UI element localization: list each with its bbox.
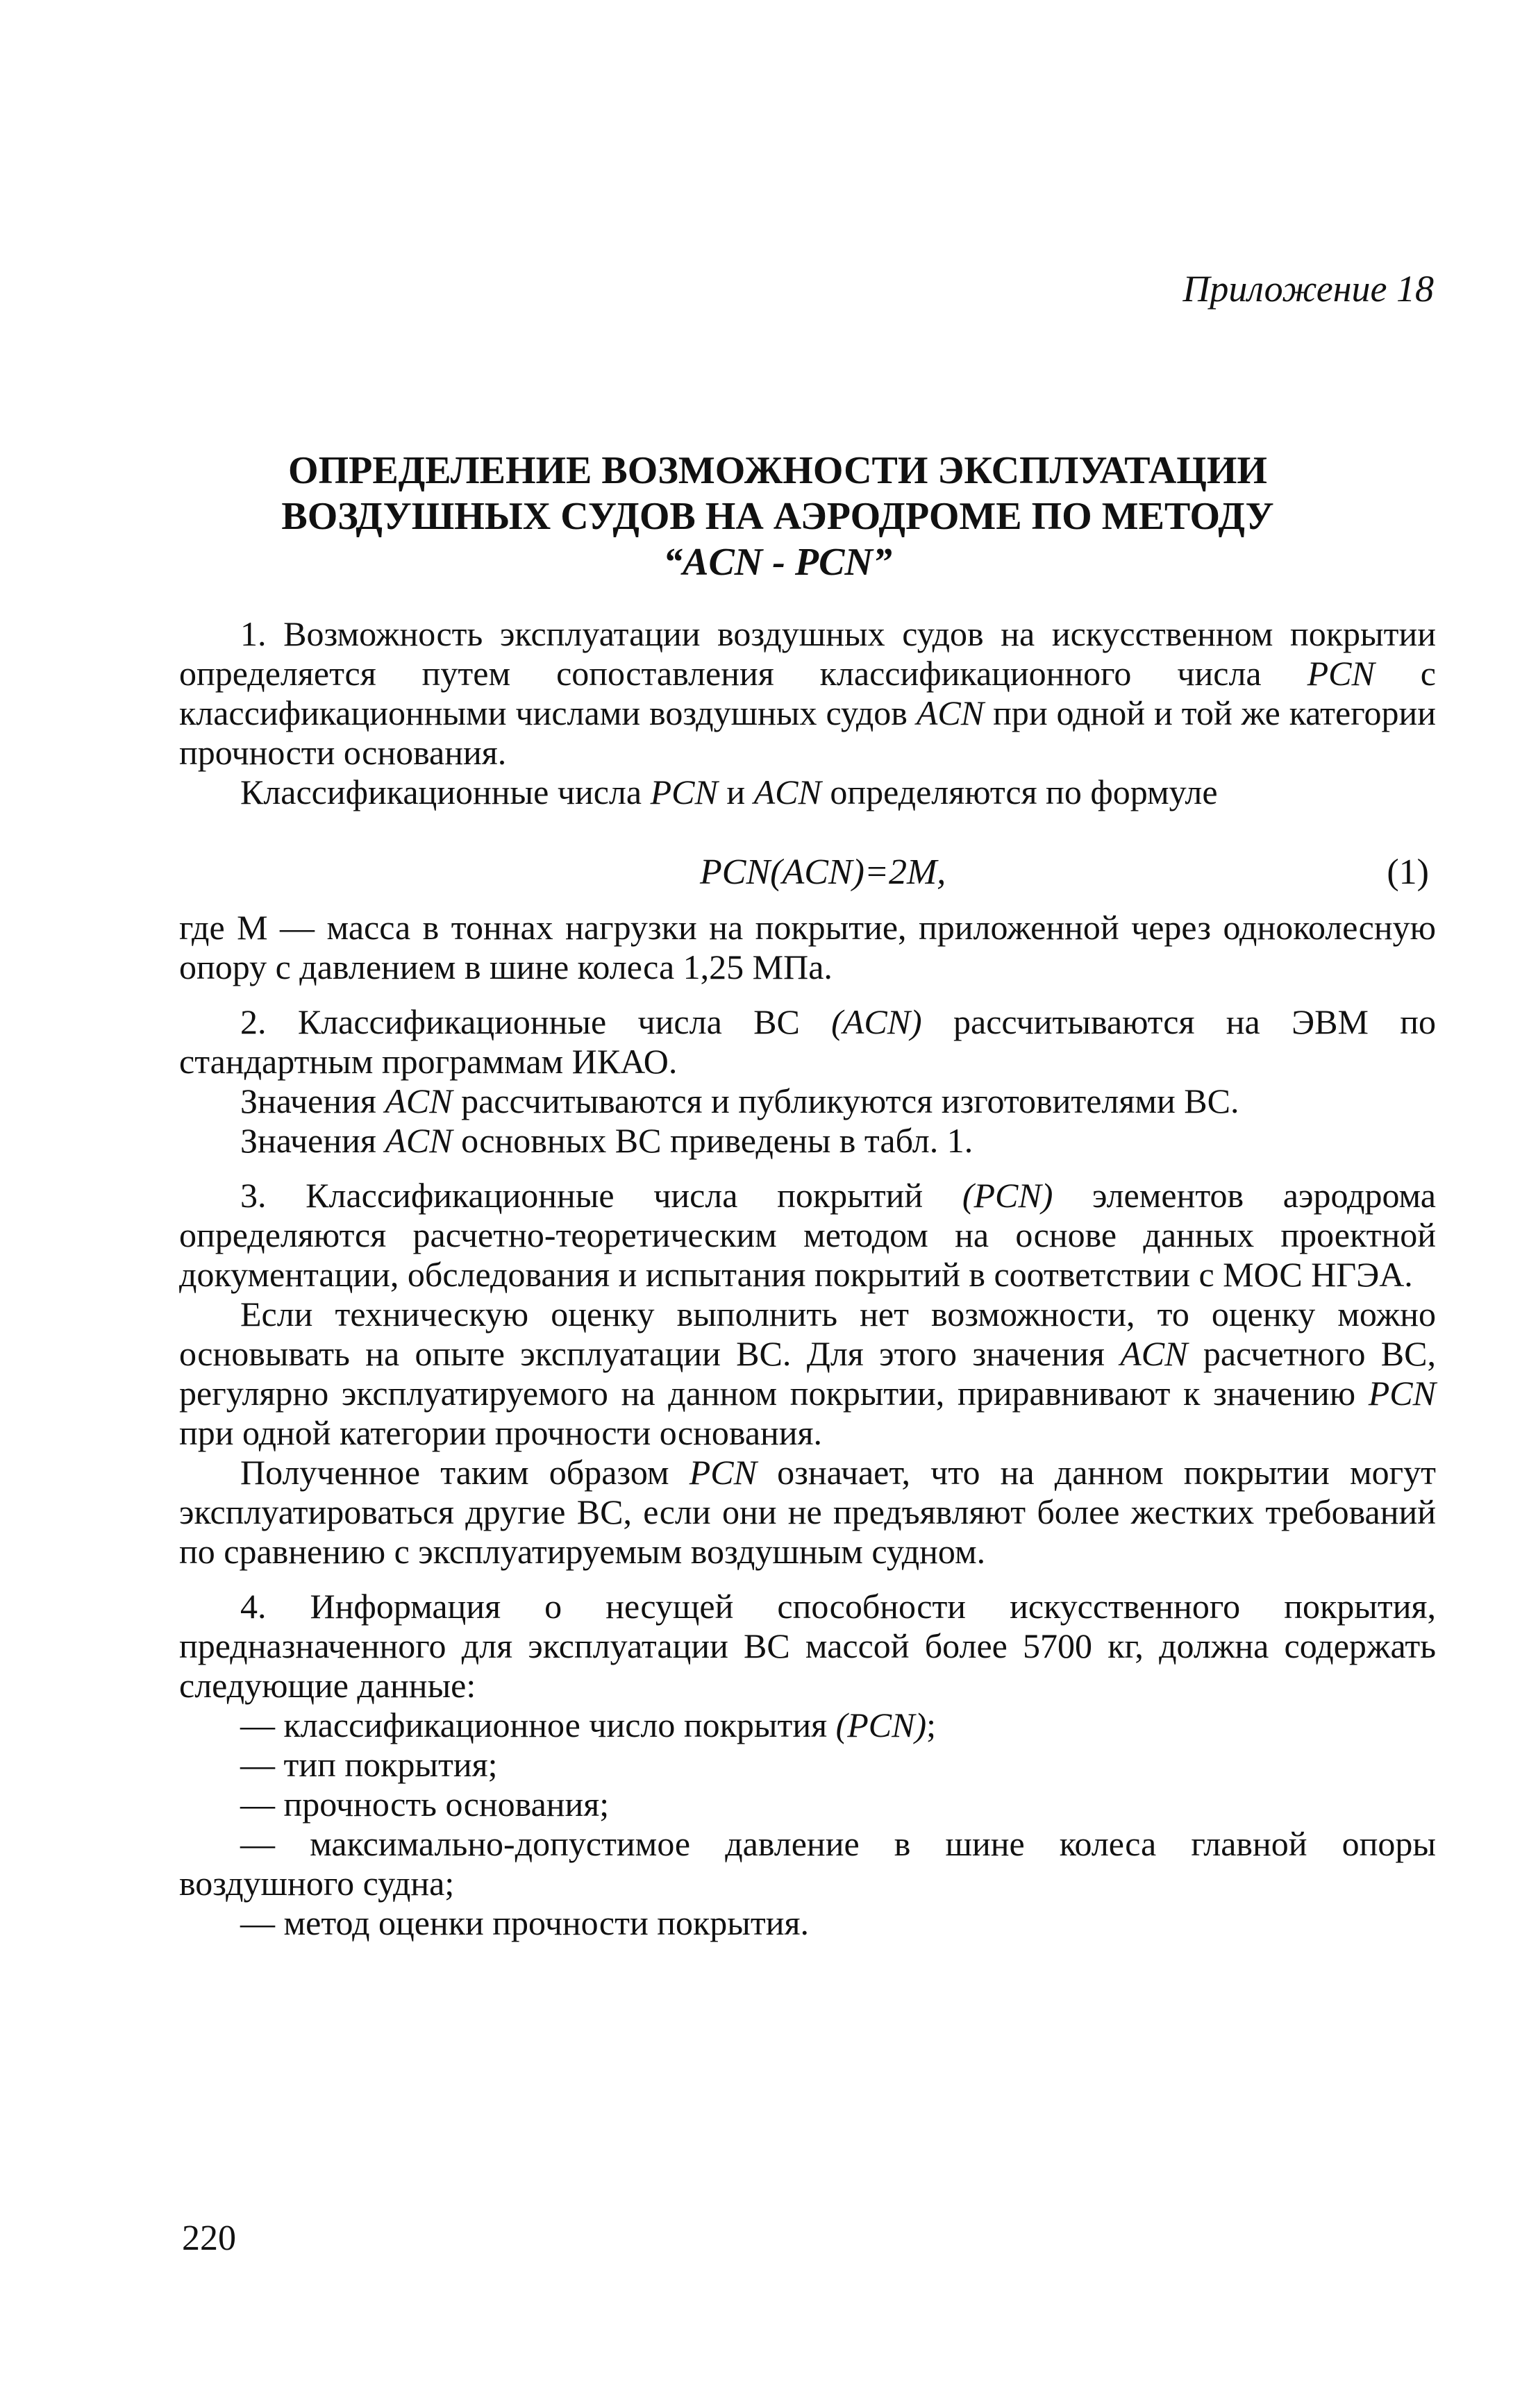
term-acn: ACN [1120,1334,1188,1373]
term-acn: (ACN) [831,1002,922,1041]
term-pcn: PCN [650,773,718,811]
term-acn: ACN [753,773,821,811]
formula-number: (1) [1387,852,1429,892]
title-line-3: “ACN - PCN” [663,541,892,584]
term-pcn: (PCN) [962,1176,1053,1215]
text-run: при одной и той же категории прочности основания. [179,693,1436,772]
term-acn: ACN [385,1081,453,1120]
text-run: — классификационное число покрытия [240,1706,836,1744]
text-run: элементов аэродрома определяются расчетно-теоретическим методом на основе данных проектной документации, обследования и испытания покрытий в соответствии с МОС НГЭА. [179,1176,1436,1294]
text-run: 3. Классификационные числа покрытий [240,1176,962,1215]
list-item: — прочность основания; [240,1785,610,1824]
section-3-paragraph-3 [179,1453,1436,1572]
section-1-paragraph-3: где М — масса в тоннах нагрузки на покрытие, приложенной через одноколесную опору с давлением в шине колеса 1,25 МПа. [179,908,1436,986]
text-run: рассчитываются на ЭВМ по стандартным программам ИКАО. [179,1002,1437,1081]
text-run: Значения [240,1081,385,1120]
text-run: и [717,773,754,811]
section-3-paragraph-2 [179,1295,1436,1453]
term-acn: ACN [385,1121,453,1160]
text-run: означает, что на данном покрытии могут эксплуатироваться другие ВС, если они не предъявляют более жестких требований по сравнению с эксплуатируемым воздушным судном. [179,1453,1436,1571]
term-pcn: PCN [1307,654,1375,693]
term-pcn: PCN [1368,1374,1436,1413]
text-run: 1. Возможность эксплуатации воздушных судов на искусственном покрытии определяется путем сопоставления классификационного числа [179,614,1436,693]
title-line-2: ВОЗДУШНЫХ СУДОВ НА АЭРОДРОМЕ ПО МЕТОДУ [281,495,1274,538]
section-2-paragraph-1 [179,1002,1436,1081]
text-run: 2. Классификационные числа ВС [240,1002,832,1041]
term-pcn: (PCN) [835,1706,927,1744]
title-line-1: ОПРЕДЕЛЕНИЕ ВОЗМОЖНОСТИ ЭКСПЛУАТАЦИИ [288,449,1267,492]
list-item [179,1706,1436,1745]
text-run: расчетного ВС, регулярно эксплуатируемого на данном покрытии, приравнивают к значению [179,1334,1436,1413]
section-1-paragraph-1 [179,614,1436,773]
text-run: Полученное таким образом [240,1453,689,1492]
list-item: — максимально-допустимое давление в шине колеса главной опоры воздушного судна; [179,1824,1436,1903]
text-run: Классификационные числа [240,773,651,811]
appendix-label: Приложение 18 [1182,268,1434,310]
formula: PCN(ACN)=2M, [700,852,946,892]
section-4-paragraph-1: 4. Информация о несущей способности искусственного покрытия, предназначенного для эксплуатации ВС массой более 5700 кг, должна содержать следующие данные: [179,1587,1436,1705]
section-1-paragraph-2 [179,773,1436,812]
section-3-paragraph-1 [179,1176,1436,1295]
document-title [167,448,1389,585]
page-number: 220 [182,2218,236,2258]
formula-row [179,832,1436,901]
text-run: основных ВС приведены в табл. 1. [452,1121,973,1160]
term-pcn: PCN [689,1453,757,1492]
text-run: Значения [240,1121,385,1160]
text-run: ; [926,1706,937,1744]
section-2-paragraph-2 [179,1081,1436,1121]
term-acn: ACN [916,693,985,732]
section-2-paragraph-3 [179,1121,1436,1161]
document-body [179,614,1436,1943]
list-item: — метод оценки прочности покрытия. [240,1903,809,1942]
text-run: с классификационными числами воздушных судов [179,654,1436,732]
text-run: Если техническую оценку выполнить нет возможности, то оценку можно основывать на опыте эксплуатации ВС. Для этого значения [179,1295,1436,1373]
text-run: определяются по формуле [821,773,1218,811]
text-run: при одной категории прочности основания. [179,1413,823,1452]
text-run: рассчитываются и публикуются изготовителями ВС. [452,1081,1239,1120]
list-item: — тип покрытия; [240,1745,498,1784]
